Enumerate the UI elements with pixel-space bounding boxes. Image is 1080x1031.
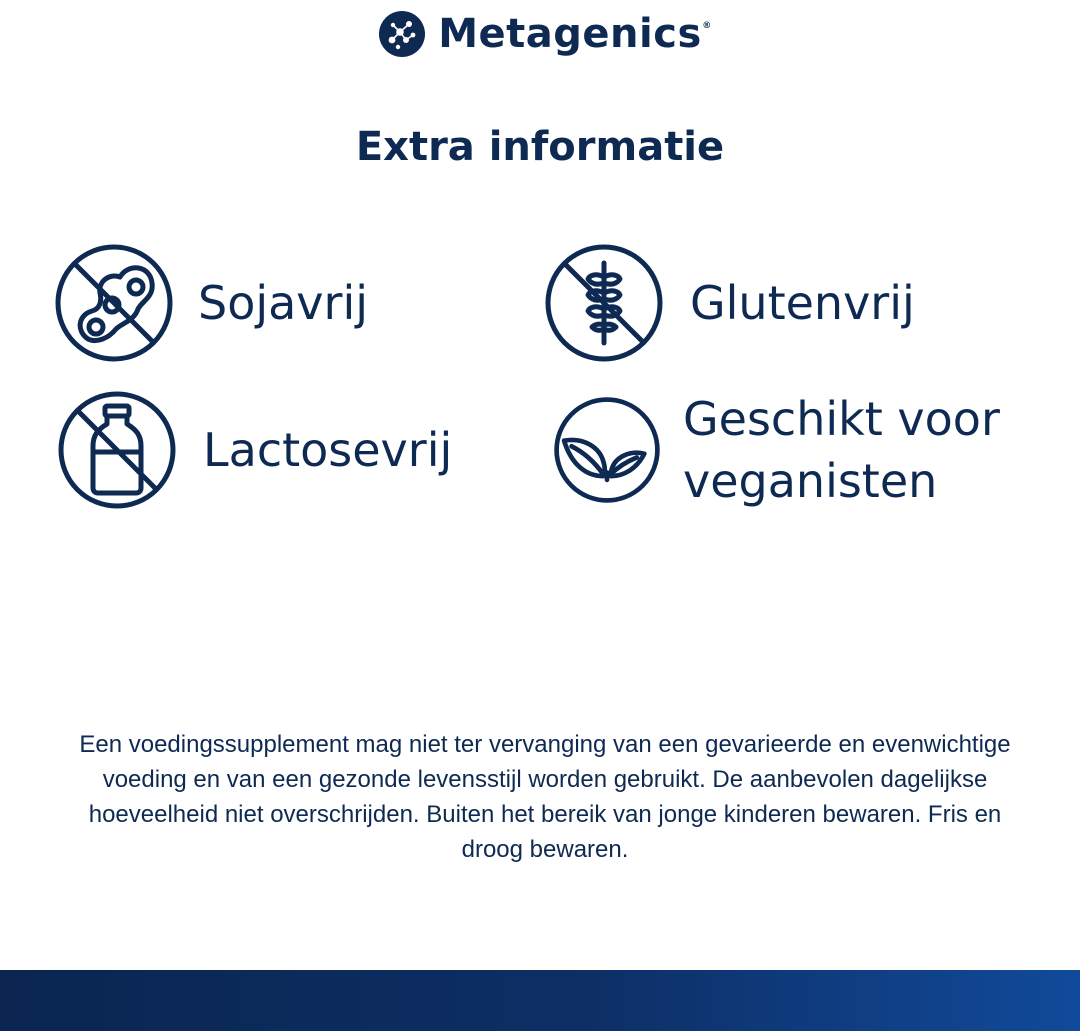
feature-label: Glutenvrij <box>690 276 915 330</box>
feature-label: Sojavrij <box>198 276 369 330</box>
molecule-logo-icon <box>378 10 426 58</box>
no-soy-icon <box>54 243 174 363</box>
no-lactose-icon <box>57 390 177 510</box>
footer-band <box>0 970 1080 1031</box>
feature-soy-free <box>54 243 368 363</box>
feature-vegan <box>551 388 1003 512</box>
registered-mark: ® <box>702 21 712 31</box>
feature-label: Geschikt voor veganisten <box>683 392 1000 508</box>
no-gluten-icon <box>544 243 664 363</box>
vegan-leaf-icon <box>551 394 663 506</box>
feature-gluten-free <box>544 243 915 363</box>
disclaimer-text: Een voedingssupplement mag niet ter vervanging van een gevarieerde en evenwichtige voeding en van een gezonde levensstijl worden gebruikt. De aanbevolen dagelijkse hoeveelheid niet overschrijden. Buiten het bereik van jonge kinderen bewaren. Fris en droog bewaren. <box>79 731 1011 863</box>
brand-name: Metagenics ® <box>438 11 712 57</box>
feature-lactose-free <box>57 390 452 510</box>
feature-label: Lactosevrij <box>203 423 453 477</box>
brand-header <box>0 8 1080 60</box>
page-title: Extra informatie <box>355 124 725 170</box>
